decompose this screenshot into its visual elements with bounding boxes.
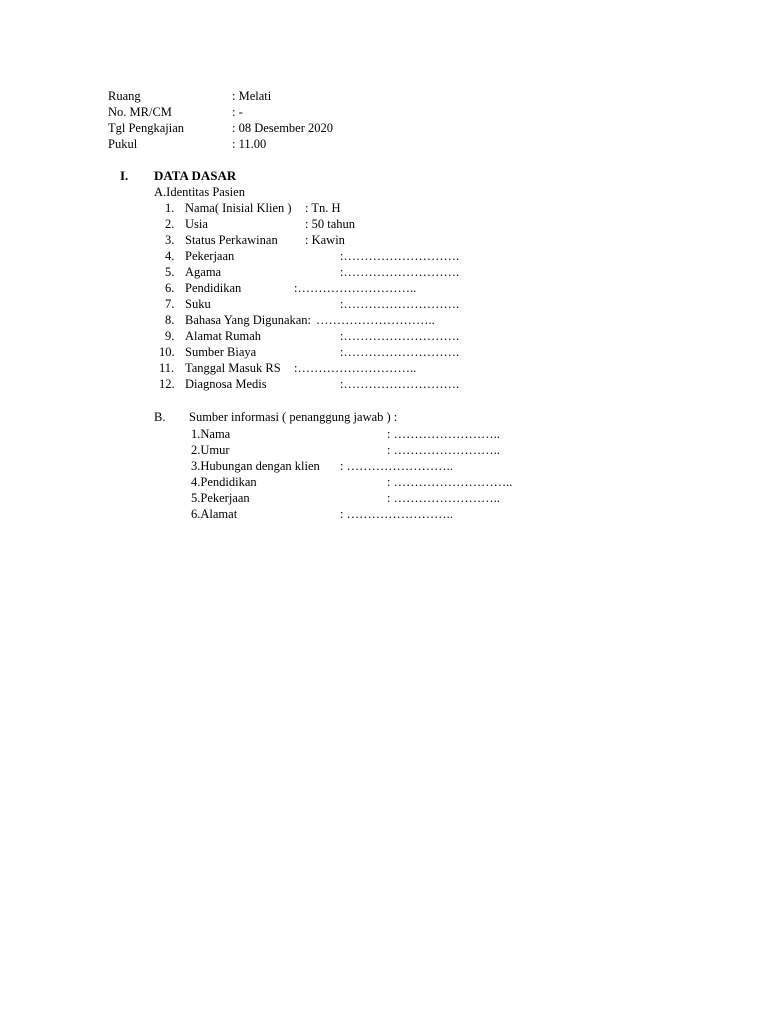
header-value: : 08 Desember 2020 <box>232 121 334 135</box>
header-label: Ruang <box>108 89 141 103</box>
header-label: No. MR/CM <box>108 105 172 119</box>
item-value: : ……………………….. <box>387 475 513 489</box>
item-label: Pendidikan <box>185 281 242 295</box>
item-value: ……………………….. <box>316 313 435 327</box>
item-value: : …………………….. <box>387 443 500 457</box>
subsection-b-letter: B. <box>154 410 166 424</box>
item-value: :………………………. <box>340 297 460 311</box>
item-label: 4.Pendidikan <box>191 475 257 489</box>
item-number: 5. <box>165 265 175 279</box>
item-number: 3. <box>165 233 175 247</box>
item-label: Nama( Inisial Klien ) <box>185 201 292 215</box>
item-label: Alamat Rumah <box>185 329 262 343</box>
item-label: 1.Nama <box>191 427 231 441</box>
item-value: : …………………….. <box>340 507 453 521</box>
item-value: :………………………. <box>340 345 460 359</box>
item-number: 8. <box>165 313 175 327</box>
header-label: Tgl Pengkajian <box>108 121 185 135</box>
section-title: DATA DASAR <box>154 168 237 183</box>
item-number: 7. <box>165 297 175 311</box>
header-value: : 11.00 <box>232 137 267 151</box>
item-value: :………………………. <box>340 249 460 263</box>
subsection-b-title: Sumber informasi ( penanggung jawab ) : <box>189 410 398 424</box>
item-value: : 50 tahun <box>305 217 355 231</box>
subsection-a-title: A.Identitas Pasien <box>154 185 245 199</box>
item-value: :………………………. <box>340 265 460 279</box>
item-number: 10. <box>159 345 175 359</box>
header-value: : - <box>232 105 243 119</box>
item-label: Tanggal Masuk RS <box>185 361 281 375</box>
item-value: :………………………. <box>340 377 460 391</box>
item-label: Usia <box>185 217 208 231</box>
item-label: Suku <box>185 297 211 311</box>
item-label: Sumber Biaya <box>185 345 257 359</box>
item-number: 4. <box>165 249 175 263</box>
header-label: Pukul <box>108 137 138 151</box>
item-value: : …………………….. <box>387 427 500 441</box>
item-label: Status Perkawinan <box>185 233 278 247</box>
item-label: 3.Hubungan dengan klien <box>191 459 320 473</box>
header-value: : Melati <box>232 89 272 103</box>
item-label: 5.Pekerjaan <box>191 491 250 505</box>
item-number: 12. <box>159 377 175 391</box>
item-label: Agama <box>185 265 222 279</box>
item-value: :………………………. <box>340 329 460 343</box>
item-number: 2. <box>165 217 175 231</box>
item-label: Bahasa Yang Digunakan: <box>185 313 312 327</box>
item-value: :……………………….. <box>294 361 417 375</box>
item-number: 6. <box>165 281 175 295</box>
item-label: 6.Alamat <box>191 507 238 521</box>
item-label: 2.Umur <box>191 443 230 457</box>
item-number: 1. <box>165 201 175 215</box>
item-number: 9. <box>165 329 175 343</box>
item-number: 11. <box>159 361 175 375</box>
item-value: : …………………….. <box>340 459 453 473</box>
item-value: : Kawin <box>305 233 345 247</box>
item-value: :……………………….. <box>294 281 417 295</box>
item-value: : …………………….. <box>387 491 500 505</box>
item-value: : Tn. H <box>305 201 341 215</box>
item-label: Pekerjaan <box>185 249 235 263</box>
section-number: I. <box>120 168 129 183</box>
item-label: Diagnosa Medis <box>185 377 267 391</box>
